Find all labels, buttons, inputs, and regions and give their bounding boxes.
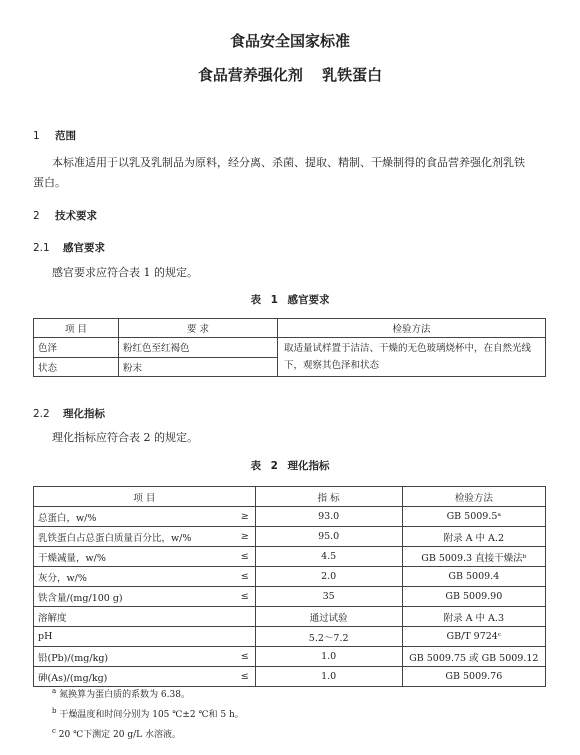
- item-cell: 砷(As)/(mg/kg): [34, 667, 223, 687]
- table-1-caption: 表 1 感官要求: [250, 294, 330, 306]
- sensory-requirements-table: [33, 318, 546, 377]
- comparison-cell: ≥: [223, 527, 256, 547]
- section-2-1-heading: [33, 240, 105, 255]
- item-cell: 铅(Pb)/(mg/kg): [34, 647, 223, 667]
- table-2-footnotes: [52, 683, 244, 743]
- comparison-cell: ≤: [223, 667, 256, 687]
- column-header: 检验方法: [402, 487, 545, 507]
- method-cell: GB 5009.4: [402, 567, 545, 587]
- value-cell: 93.0: [255, 507, 402, 527]
- section-title: 范围: [55, 130, 76, 142]
- comparison-cell: ≤: [223, 587, 256, 607]
- section-2-heading: [33, 208, 97, 223]
- table-header-row: [34, 487, 546, 507]
- table-row: [34, 338, 546, 358]
- item-cell: 乳铁蛋白占总蛋白质量百分比，w/%: [34, 527, 223, 547]
- footnote: $^a$ 氮换算为蛋白质的系数为 6.38。: [52, 687, 190, 700]
- table-row: [34, 627, 546, 647]
- section-title: 技术要求: [55, 210, 97, 222]
- method-cell: GB/T 9724ᶜ: [402, 627, 545, 647]
- table-2-caption: 表 2 理化指标: [250, 460, 330, 472]
- table-row: [34, 527, 546, 547]
- method-cell: GB 5009.3 直接干燥法ᵇ: [402, 547, 545, 567]
- method-cell: 附录 A 中 A.3: [402, 607, 545, 627]
- section-1-heading: [33, 128, 76, 143]
- physicochemical-indicators-table: [33, 486, 546, 687]
- section-number: 1: [33, 130, 40, 142]
- table-row: [34, 647, 546, 667]
- value-cell: 1.0: [255, 647, 402, 667]
- section-1-text-line1: 本标准适用于以乳及乳制品为原料，经分离、杀菌、提取、精制、干燥制得的食品营养强化剂乳铁: [52, 156, 525, 169]
- comparison-cell: ≤: [223, 547, 256, 567]
- column-header: 检验方法: [278, 319, 546, 338]
- item-cell: 干燥减量，w/%: [34, 547, 223, 567]
- section-2-2-heading: [33, 406, 105, 421]
- table-row: [34, 507, 546, 527]
- item-cell: 总蛋白，w/%: [34, 507, 223, 527]
- value-cell: 通过试验: [255, 607, 402, 627]
- item-cell: 状态: [34, 357, 119, 377]
- section-2-1-text: 感官要求应符合表 1 的规定。: [52, 266, 198, 279]
- section-1-text-line2: 蛋白。: [33, 176, 66, 189]
- document-title: 食品安全国家标准: [229, 32, 350, 50]
- value-cell: 5.2～7.2: [255, 627, 402, 647]
- method-cell: GB 5009.76: [402, 667, 545, 687]
- section-number: 2: [33, 210, 40, 222]
- method-cell: 附录 A 中 A.2: [402, 527, 545, 547]
- value-cell: 2.0: [255, 567, 402, 587]
- table-body: [34, 507, 546, 687]
- footnote: $^b$ 干燥温度和时间分别为 105 ℃±2 ℃和 5 h。: [52, 707, 244, 720]
- column-header: 指 标: [255, 487, 402, 507]
- value-cell: 95.0: [255, 527, 402, 547]
- document-subtitle: 食品营养强化剂 乳铁蛋白: [197, 66, 383, 84]
- comparison-cell: ≤: [223, 567, 256, 587]
- value-cell: 1.0: [255, 667, 402, 687]
- method-cell: GB 5009.5ᵃ: [402, 507, 545, 527]
- section-number: 2.2: [33, 408, 50, 420]
- requirement-cell: 粉末: [119, 357, 278, 377]
- table-row: [34, 547, 546, 567]
- section-title: 理化指标: [63, 408, 105, 420]
- item-cell: 溶解度: [34, 607, 223, 627]
- item-cell: 灰分，w/%: [34, 567, 223, 587]
- item-cell: pH: [34, 627, 223, 647]
- value-cell: 4.5: [255, 547, 402, 567]
- comparison-cell: [223, 627, 256, 647]
- column-header: 要 求: [119, 319, 278, 338]
- method-cell: GB 5009.90: [402, 587, 545, 607]
- comparison-cell: ≥: [223, 507, 256, 527]
- value-cell: 35: [255, 587, 402, 607]
- requirement-cell: 粉红色至红褐色: [119, 338, 278, 358]
- section-title: 感官要求: [63, 242, 105, 254]
- table-row: [34, 607, 546, 627]
- column-header: 项 目: [34, 487, 256, 507]
- table-row: [34, 567, 546, 587]
- item-cell: 色泽: [34, 338, 119, 358]
- item-cell: 铁含量/(mg/100 g): [34, 587, 223, 607]
- column-header: 项 目: [34, 319, 119, 338]
- comparison-cell: ≤: [223, 647, 256, 667]
- section-2-2-text: 理化指标应符合表 2 的规定。: [52, 431, 198, 444]
- method-cell: 取适量试样置于洁洁、干燥的无色玻璃烧杯中，在自然光线下，观察其色泽和状态: [278, 338, 546, 377]
- method-cell: GB 5009.75 或 GB 5009.12: [402, 647, 545, 667]
- comparison-cell: [223, 607, 256, 627]
- section-number: 2.1: [33, 242, 50, 254]
- table-header-row: [34, 319, 546, 338]
- table-row: [34, 587, 546, 607]
- footnote: $^c$ 20 ℃下测定 20 g/L 水溶液。: [52, 727, 181, 740]
